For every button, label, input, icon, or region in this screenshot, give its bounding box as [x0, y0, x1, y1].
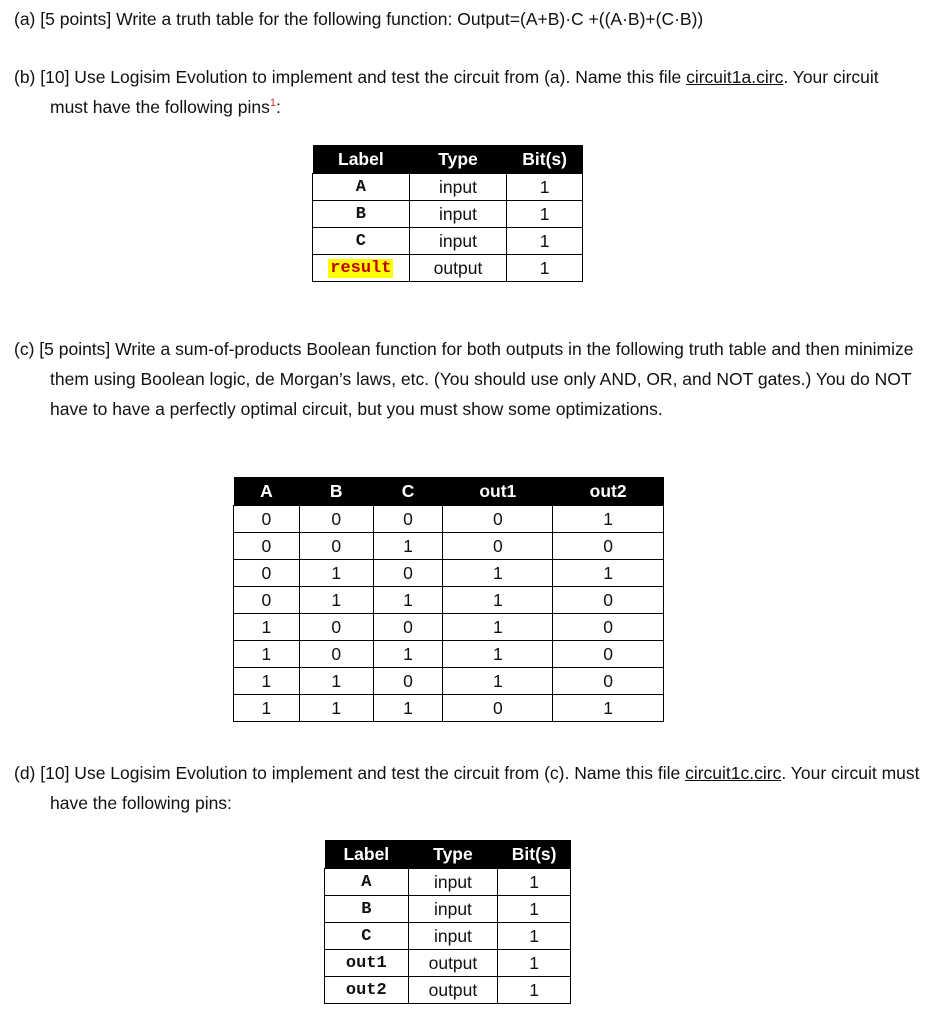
- pin-type: input: [408, 869, 498, 896]
- cell-out1: 1: [443, 560, 553, 587]
- cell-b: 1: [299, 560, 373, 587]
- header-out2: out2: [553, 477, 664, 506]
- table-row: [325, 923, 571, 950]
- pin-label: C: [325, 923, 409, 950]
- cell-b: 0: [299, 641, 373, 668]
- cell-c: 1: [373, 587, 443, 614]
- cell-out2: 1: [553, 695, 664, 722]
- pin-label: A: [325, 869, 409, 896]
- pin-type: output: [408, 977, 498, 1004]
- table-row: [313, 174, 583, 201]
- pin-bits: 1: [507, 174, 583, 201]
- pin-type: input: [409, 174, 507, 201]
- cell-b: 1: [299, 587, 373, 614]
- table-row: [313, 228, 583, 255]
- table-row: [234, 506, 664, 533]
- part-d-pins-table: [324, 840, 571, 1004]
- pin-bits: 1: [498, 950, 571, 977]
- pins-table-header: [313, 145, 583, 174]
- pin-bits: 1: [498, 923, 571, 950]
- part-c-text: (c) [5 points] Write a sum-of-products Boolean function for both outputs in the following truth table and then minimize them using Boolean logic, de Morgan’s laws, etc. (You should use only AND, OR, and NOT gates.) You do NOT have to have a perfectly optimal circuit, but you must show some optimizations.: [14, 339, 914, 419]
- pin-bits: 1: [507, 228, 583, 255]
- table-row: [325, 950, 571, 977]
- table-row: [325, 977, 571, 1004]
- header-type: Type: [409, 145, 507, 174]
- part-b-text: (b) [10] Use Logisim Evolution to implement and test the circuit from (a). Name this file circuit1a.circ. Your circuit must have the following pins$^1$:: [14, 67, 879, 117]
- pin-type: input: [408, 923, 498, 950]
- pin-type: input: [409, 201, 507, 228]
- table-row: [234, 560, 664, 587]
- cell-b: 0: [299, 506, 373, 533]
- cell-out2: 0: [553, 533, 664, 560]
- header-label: Label: [325, 840, 409, 869]
- cell-c: 1: [373, 641, 443, 668]
- table-row: [313, 255, 583, 282]
- cell-out1: 1: [443, 587, 553, 614]
- truth-table-header: [234, 477, 664, 506]
- pin-type: output: [409, 255, 507, 282]
- pin-label-highlighted: result: [313, 255, 410, 282]
- pins-table-header: [325, 840, 571, 869]
- pin-label: B: [325, 896, 409, 923]
- header-c: C: [373, 477, 443, 506]
- table-row: [325, 869, 571, 896]
- pin-label: B: [313, 201, 410, 228]
- cell-out2: 0: [553, 641, 664, 668]
- cell-b: 0: [299, 614, 373, 641]
- part-a-text: (a) [5 points] Write a truth table for the following function: Output=(A+B)·C +((A·B)+(C·B)): [14, 9, 704, 29]
- part-d-filename: circuit1c.circ: [685, 763, 782, 783]
- cell-a: 1: [234, 695, 300, 722]
- table-row: [313, 201, 583, 228]
- pin-label: C: [313, 228, 410, 255]
- part-b-filename: circuit1a.circ: [686, 67, 784, 87]
- cell-a: 0: [234, 587, 300, 614]
- header-a: A: [234, 477, 300, 506]
- cell-out1: 0: [443, 695, 553, 722]
- pin-type: input: [409, 228, 507, 255]
- header-type: Type: [408, 840, 498, 869]
- table-row: [234, 614, 664, 641]
- cell-c: 0: [373, 614, 443, 641]
- cell-a: 1: [234, 668, 300, 695]
- cell-out1: 0: [443, 533, 553, 560]
- table-row: [234, 668, 664, 695]
- cell-out1: 1: [443, 641, 553, 668]
- cell-c: 1: [373, 533, 443, 560]
- pin-bits: 1: [498, 896, 571, 923]
- pin-bits: 1: [507, 201, 583, 228]
- part-d-text: (d) [10] Use Logisim Evolution to implement and test the circuit from (c). Name this file circuit1c.circ. Your circuit must have the following pins:: [14, 763, 920, 813]
- header-label: Label: [313, 145, 410, 174]
- cell-out2: 0: [553, 668, 664, 695]
- cell-out2: 1: [553, 560, 664, 587]
- cell-c: 1: [373, 695, 443, 722]
- footnote-marker: 1: [269, 97, 276, 110]
- part-b-question: [14, 62, 921, 122]
- cell-out1: 1: [443, 614, 553, 641]
- pin-bits: 1: [498, 977, 571, 1004]
- cell-a: 0: [234, 506, 300, 533]
- pin-type: input: [408, 896, 498, 923]
- header-b: B: [299, 477, 373, 506]
- table-row: [234, 533, 664, 560]
- part-b-pins-table: [312, 145, 583, 282]
- part-c-truth-table: [233, 477, 664, 722]
- cell-a: 1: [234, 641, 300, 668]
- cell-b: 0: [299, 533, 373, 560]
- cell-c: 0: [373, 668, 443, 695]
- cell-b: 1: [299, 695, 373, 722]
- table-row: [234, 641, 664, 668]
- pin-bits: 1: [507, 255, 583, 282]
- header-bits: Bit(s): [498, 840, 571, 869]
- pin-type: output: [408, 950, 498, 977]
- cell-c: 0: [373, 506, 443, 533]
- cell-out2: 1: [553, 506, 664, 533]
- cell-out1: 0: [443, 506, 553, 533]
- table-row: [234, 587, 664, 614]
- table-row: [325, 896, 571, 923]
- cell-out2: 0: [553, 614, 664, 641]
- part-a-question: [14, 4, 921, 34]
- cell-out2: 0: [553, 587, 664, 614]
- cell-out1: 1: [443, 668, 553, 695]
- pin-label: out1: [325, 950, 409, 977]
- cell-c: 0: [373, 560, 443, 587]
- part-d-question: [14, 758, 921, 818]
- pin-label: out2: [325, 977, 409, 1004]
- cell-a: 0: [234, 533, 300, 560]
- cell-b: 1: [299, 668, 373, 695]
- header-bits: Bit(s): [507, 145, 583, 174]
- pin-bits: 1: [498, 869, 571, 896]
- table-row: [234, 695, 664, 722]
- cell-a: 1: [234, 614, 300, 641]
- header-out1: out1: [443, 477, 553, 506]
- part-c-question: [14, 334, 921, 424]
- pin-label: A: [313, 174, 410, 201]
- cell-a: 0: [234, 560, 300, 587]
